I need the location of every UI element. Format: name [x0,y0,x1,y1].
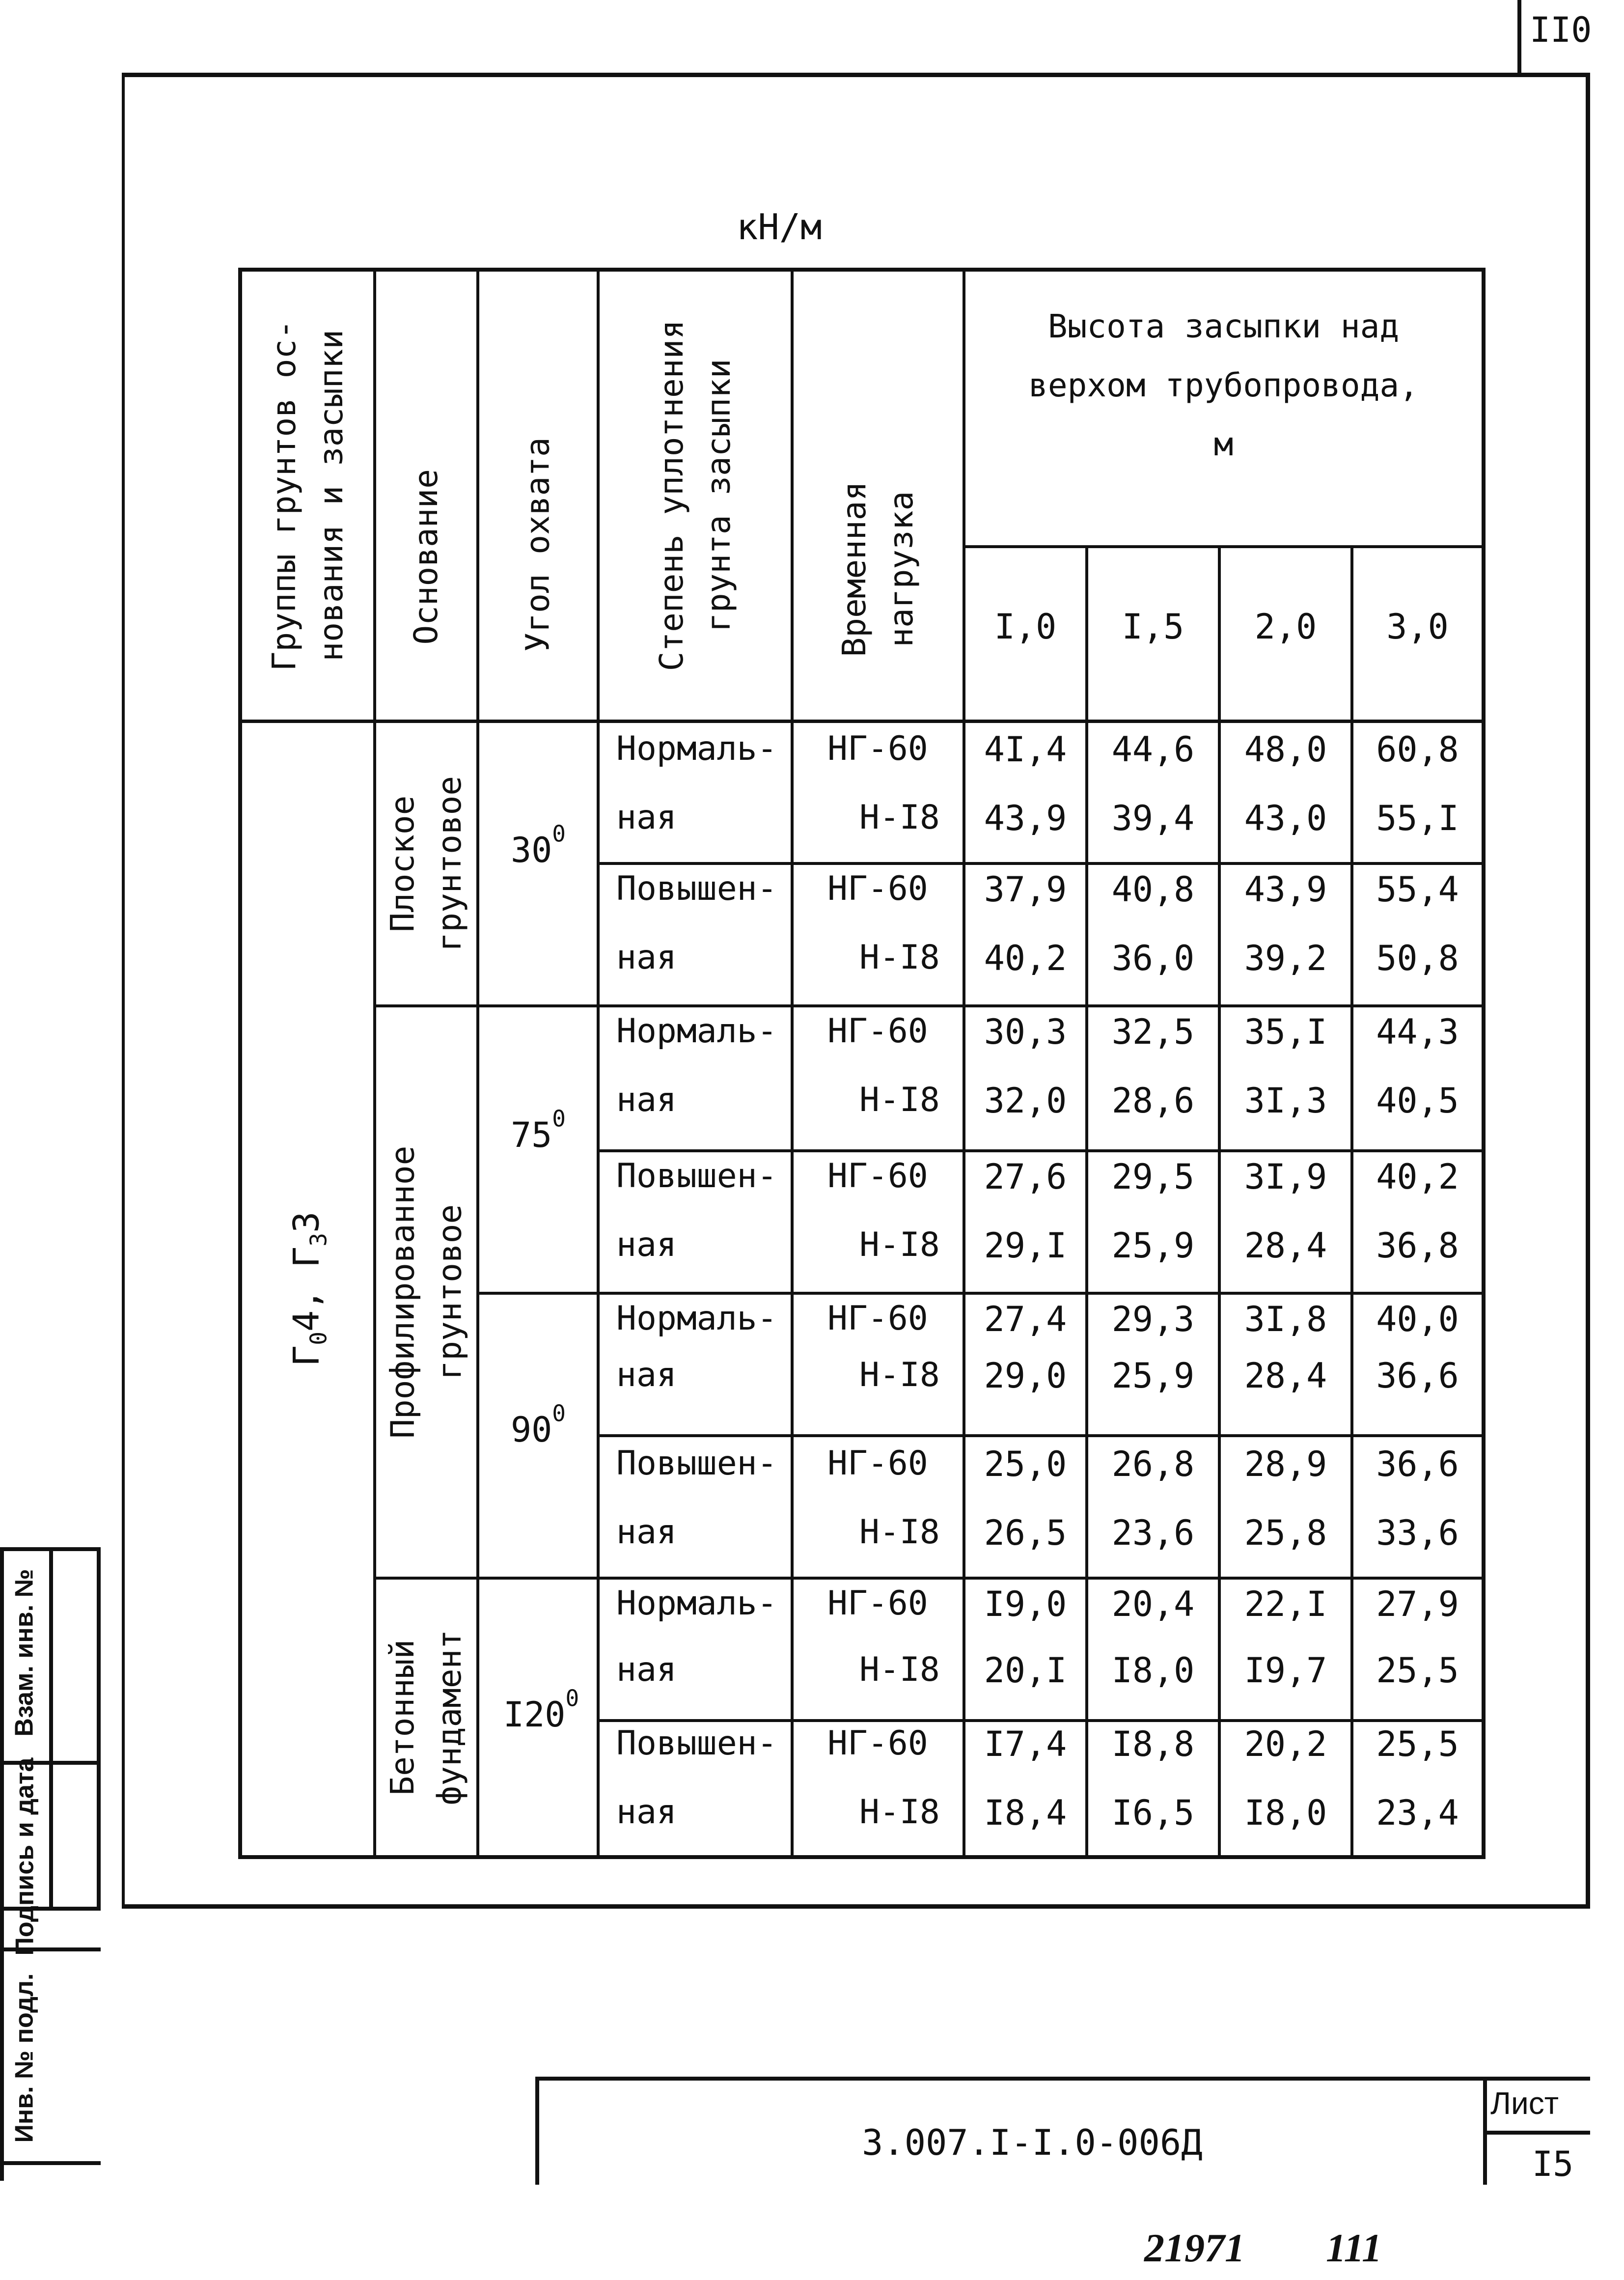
row-line [597,1719,1486,1722]
table-cell: 40,2 [984,938,1067,978]
table-cell: 40,5 [1376,1081,1459,1121]
table-cell: 37,9 [984,869,1067,910]
stamp-divider [49,1547,53,1911]
stamp-cell-sign [0,1757,49,1956]
compaction-normal-3b: ная [616,1356,677,1394]
base-flat-line2: грунтовое [431,776,468,952]
soil-group-cell [242,723,373,1855]
header-angle-label: Угол охвата [519,437,557,652]
header-height-3: 2,0 [1254,607,1317,647]
base-profiled-line2: грунтовое [431,1204,468,1380]
compaction-normal-2: Нормаль- [616,1012,777,1051]
table-cell: 32,0 [984,1081,1067,1121]
header-height-2: I,5 [1122,607,1184,647]
angle-75: $75^0$ [511,1105,566,1155]
table-cell: 28,4 [1244,1225,1327,1266]
header-load [794,272,963,720]
compaction-normal-4: Нормаль- [616,1584,777,1623]
stamp-cell-original [0,1952,49,2164]
table-cell: 23,6 [1111,1513,1195,1553]
load-label: НГ-60 [827,1584,928,1623]
table-cell: 60,8 [1376,729,1459,770]
table-border [238,268,242,1859]
angle-30: $30^0$ [511,820,566,870]
load-label: НГ-60 [827,729,928,768]
header-height-1: I,0 [994,607,1057,647]
header-load-line1: Временная [835,481,874,657]
load-table [238,268,1486,1859]
table-cell: 43,9 [984,798,1067,838]
angle-90: $90^0$ [511,1400,566,1450]
load-label: НГ-60 [827,869,928,908]
header-compaction-line2: грунта засыпки [699,359,738,633]
table-cell: 3I,8 [1244,1299,1327,1339]
header-load-line2: нагрузка [882,491,920,647]
table-cell: 23,4 [1376,1793,1459,1833]
document-code: 3.007.I-I.0-006Д [862,2122,1203,2163]
table-cell: 3I,9 [1244,1157,1327,1197]
compaction-normal-4b: ная [616,1650,677,1689]
compaction-raised-2b: ная [616,1225,677,1264]
base-flat-cell [376,723,476,1004]
table-cell: I8,0 [1244,1793,1327,1833]
header-height-4: 3,0 [1386,607,1449,647]
compaction-raised-3b: ная [616,1513,677,1552]
table-cell: 20,I [984,1650,1067,1691]
compaction-normal-3: Нормаль- [616,1299,777,1338]
compaction-normal-1: Нормаль- [616,729,777,768]
compaction-normal-1b: ная [616,798,677,837]
base-concrete-line1: Бетонный [384,1639,422,1796]
sheet-label: Лист [1490,2085,1559,2121]
table-cell: I9,0 [984,1584,1067,1624]
row-line [373,1577,1486,1580]
table-cell: 29,I [984,1225,1067,1266]
load-label: НГ-60 [827,1444,928,1483]
base-profiled-cell [376,1007,476,1577]
table-cell: I8,8 [1111,1724,1195,1764]
table-cell: 28,4 [1244,1356,1327,1396]
table-cell: 35,I [1244,1012,1327,1052]
table-cell: 29,0 [984,1356,1067,1396]
table-border [238,1855,1486,1859]
table-cell: 40,8 [1111,869,1195,910]
load-label: НГ-60 [827,1299,928,1338]
table-border [238,268,1486,272]
table-cell: I8,4 [984,1793,1067,1833]
table-cell: I6,5 [1111,1793,1195,1833]
page-number: II0 [1530,10,1592,50]
load-label: Н-I8 [859,1650,940,1689]
header-height-line1: Высота засыпки над [1047,307,1400,345]
stamp-original-label: Инв. № подл. [10,1973,39,2143]
page-number-divider [1517,0,1521,74]
header-base-label: Основание [407,469,445,645]
header-base [376,272,476,720]
unit-label: кН/м [737,206,822,248]
table-cell: 36,6 [1376,1444,1459,1484]
table-cell: I8,0 [1111,1650,1195,1691]
table-cell: 33,6 [1376,1513,1459,1553]
table-cell: 44,3 [1376,1012,1459,1052]
table-cell: 39,4 [1111,798,1195,838]
header-height-title [965,297,1482,474]
table-cell: 48,0 [1244,729,1327,770]
header-groups-line1: Группы грунтов ос- [265,320,303,671]
table-cell: 4I,4 [984,729,1067,770]
load-label: Н-I8 [859,798,940,837]
compaction-raised-4: Повышен- [616,1724,777,1763]
compaction-normal-2b: ная [616,1081,677,1119]
compaction-raised-4b: ная [616,1793,677,1832]
table-cell: I9,7 [1244,1650,1327,1691]
base-concrete-cell [376,1580,476,1855]
base-concrete-line2: фундамент [431,1629,468,1806]
stamp-cell-replaced [0,1547,49,1758]
table-cell: 30,3 [984,1012,1067,1052]
table-cell: 25,9 [1111,1356,1195,1396]
load-label: Н-I8 [859,1793,940,1832]
table-cell: 26,8 [1111,1444,1195,1484]
compaction-raised-1: Повышен- [616,869,777,908]
base-flat-line1: Плоское [384,795,422,932]
compaction-raised-3: Повышен- [616,1444,777,1483]
stamp-replaced-label: Взам. инв. № [10,1569,39,1737]
table-cell: 25,0 [984,1444,1067,1484]
header-divider [963,545,1486,548]
load-label: НГ-60 [827,1012,928,1051]
handwritten-number: 21971 [1144,2225,1245,2270]
table-cell: I7,4 [984,1724,1067,1764]
load-label: НГ-60 [827,1157,928,1196]
load-label: Н-I8 [859,1513,940,1552]
table-cell: 36,6 [1376,1356,1459,1396]
header-compaction-line1: Степень уплотнения [652,320,690,671]
compaction-raised-1b: ная [616,938,677,977]
table-cell: 29,3 [1111,1299,1195,1339]
table-cell: 26,5 [984,1513,1067,1553]
row-line [597,862,1486,865]
table-cell: 55,I [1376,798,1459,838]
table-cell: 28,6 [1111,1081,1195,1121]
table-cell: 36,8 [1376,1225,1459,1266]
header-angle [479,272,597,720]
sheet-number: I5 [1532,2144,1574,2184]
handwritten-number-2: 111 [1326,2225,1382,2270]
table-cell: 36,0 [1111,938,1195,978]
table-cell: 27,4 [984,1299,1067,1339]
table-cell: 44,6 [1111,729,1195,770]
sheet-divider [1483,2131,1590,2135]
table-cell: 22,I [1244,1584,1327,1624]
table-cell: 32,5 [1111,1012,1195,1052]
table-cell: 40,2 [1376,1157,1459,1197]
header-height-line3: м [1213,425,1234,463]
row-line [373,1004,1486,1007]
table-cell: 20,2 [1244,1724,1327,1764]
load-label: Н-I8 [859,1225,940,1264]
table-cell: 39,2 [1244,938,1327,978]
row-line [597,1434,1486,1437]
base-profiled-line1: Профилированное [384,1145,422,1439]
header-height-line2: верхом трубопровода, [1028,366,1419,404]
stamp-sign-label: Подпись и дата [10,1757,39,1956]
header-groups-line2: нования и засыпки [312,330,350,662]
table-border [1482,268,1486,1859]
table-cell: 27,9 [1376,1584,1459,1624]
soil-group-label: $Г_04$, $Г_33$ [285,1211,332,1367]
table-cell: 25,9 [1111,1225,1195,1266]
table-cell: 20,4 [1111,1584,1195,1624]
table-cell: 43,9 [1244,869,1327,910]
table-cell: 29,5 [1111,1157,1195,1197]
load-label: Н-I8 [859,938,940,977]
table-cell: 27,6 [984,1157,1067,1197]
load-label: Н-I8 [859,1356,940,1394]
table-cell: 25,5 [1376,1724,1459,1764]
angle-120: $I20^0$ [503,1685,579,1735]
header-compaction [600,272,791,720]
table-cell: 28,9 [1244,1444,1327,1484]
table-cell: 25,8 [1244,1513,1327,1553]
table-cell: 3I,3 [1244,1081,1327,1121]
table-cell: 55,4 [1376,869,1459,910]
table-cell: 43,0 [1244,798,1327,838]
table-cell: 25,5 [1376,1650,1459,1691]
row-line [597,1149,1486,1152]
header-separator [238,720,1486,723]
load-label: Н-I8 [859,1081,940,1119]
table-cell: 40,0 [1376,1299,1459,1339]
table-cell: 50,8 [1376,938,1459,978]
compaction-raised-2: Повышен- [616,1157,777,1196]
row-line [476,1292,1486,1295]
load-label: НГ-60 [827,1724,928,1763]
header-groups [242,272,373,720]
